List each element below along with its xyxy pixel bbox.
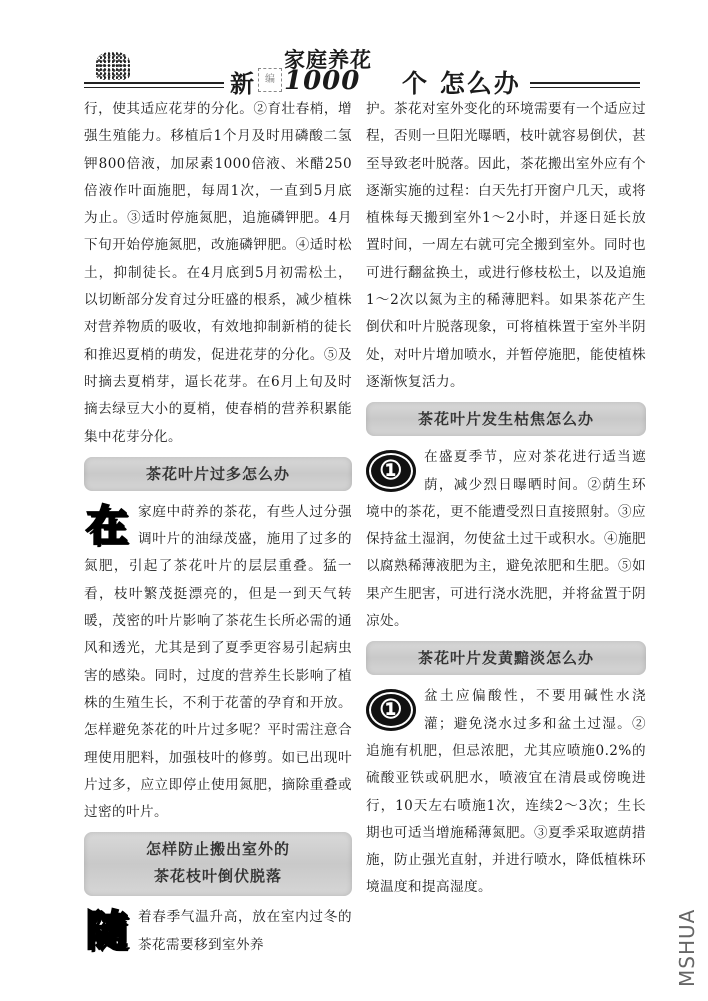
section-heading-too-many-leaves: 茶花叶片过多怎么办	[84, 457, 352, 491]
section-body: 在盛夏季节，应对茶花进行适当遮荫，减少烈日曝晒时间。②荫生环境中的茶花，更不能遭受烈日直接照射。③应保持盆土湿润，勿使盆土过干或积水。④施肥以腐熟稀薄液肥为主，避免浓肥和生肥。⑤如果产生肥害，可进行浇水洗肥，并将盆置于阴凉处。	[366, 449, 646, 630]
title-number: 1000	[284, 66, 361, 96]
page-header	[82, 44, 652, 96]
section-body: 家庭中莳养的茶花，有些人过分强调叶片的油绿茂盛，施用了过多的氮肥，引起了茶花叶片的层层重叠。猛一看，枝叶繁茂挺漂亮的，但是一到天气转暖，茂密的叶片影响了茶花生长所必需的通风和透光，尤其是到了夏季更容易引起病虫害的感染。同时，过度的营养生长影响了植株的生殖生长，不利于花蕾的孕育和开放。怎样避免茶花的叶片过多呢？平时需注意合理使用肥料，加强枝叶的修剪。如已出现叶片过多，应立即停止使用氮肥，摘除重叠或过密的叶片。	[84, 503, 352, 821]
section-prevent-lodging	[84, 904, 352, 959]
heading-line-1: 怎样防止搬出室外的	[145, 840, 290, 859]
watermark-text: MSHUA	[675, 908, 699, 987]
section-body: 盆土应偏酸性，不要用碱性水浇灌；避免浇水过多和盆土过湿。②追施有机肥，但忌浓肥，尤其应喷施0.2%的硫酸亚铁或矾肥水，喷液宜在清晨或傍晚进行，10天左右喷施1次，连续2～3次；生长期也可适当增施稀薄氮肥。③夏季采取遮荫措施，防止强光直射，并进行喷水，降低植株环境温度和提高湿度。	[366, 688, 646, 896]
number-one-badge: ①	[366, 689, 416, 731]
section-heading-prevent-lodging	[84, 832, 352, 896]
right-column	[366, 96, 646, 902]
section-too-many-leaves	[84, 499, 352, 827]
title-top: 家庭养花	[284, 47, 372, 72]
section-yellow-leaves	[366, 683, 646, 901]
section-body: 着春季气温升高，放在室内过冬的茶花需要移到室外养	[138, 909, 352, 953]
continued-paragraph: 护。茶花对室外变化的环境需要有一个适应过程，否则一旦阳光曝晒，枝叶就容易倒伏，甚至导致老叶脱落。因此，茶花搬出室外应有个逐渐实施的过程：白天先打开窗户几天，或将植株每天搬到室外1～2小时，并逐日延长放置时间，一周左右就可完全搬到室外。同时也可进行翻盆换土，或进行修枝松土，以及追施1～2次以氮为主的稀薄肥料。如果茶花产生倒伏和叶片脱落现象，可将植株置于室外半阴处，对叶片增加喷水，并暂停施肥，能使植株逐渐恢复活力。	[366, 101, 646, 390]
intro-paragraph: 行，使其适应花芽的分化。②育壮春梢，增强生殖能力。移植后1个月及时用磷酸二氢钾800倍液，加尿素1000倍液、米醋250倍液作叶面施肥，每周1次，一直到5月底为止。③适时停施氮肥，追施磷钾肥。4月下旬开始停施氮肥，改施磷钾肥。④适时松土，抑制徒长。在4月底到5月初需松土，以切断部分发育过分旺盛的根系，减少植株对营养物质的吸收，有效地抑制新梢的徒长和推迟夏梢的萌发，促进花芽的分化。⑤及时摘去夏梢芽，逼长花芽。在6月上旬及时摘去绿豆大小的夏梢，使春梢的营养积累能集中花芽分化。	[84, 101, 352, 445]
title-badge: 编	[258, 68, 282, 92]
section-scorched-leaves	[366, 444, 646, 635]
watermark	[672, 880, 702, 990]
flower-bouquet-icon	[96, 52, 130, 80]
header-rule-left	[84, 82, 224, 88]
section-heading-yellow-leaves: 茶花叶片发黄黯淡怎么办	[366, 641, 646, 675]
drop-cap: 在	[85, 500, 129, 550]
title-tail: 个 怎么办	[402, 69, 521, 98]
heading-line-2: 茶花枝叶倒伏脱落	[153, 867, 282, 886]
left-column	[84, 96, 352, 959]
title-prefix: 新	[230, 70, 254, 98]
number-one-badge: ①	[366, 450, 416, 492]
header-rule-right	[530, 82, 640, 88]
drop-cap: 随	[85, 906, 129, 956]
section-heading-scorched-leaves: 茶花叶片发生枯焦怎么办	[366, 402, 646, 436]
